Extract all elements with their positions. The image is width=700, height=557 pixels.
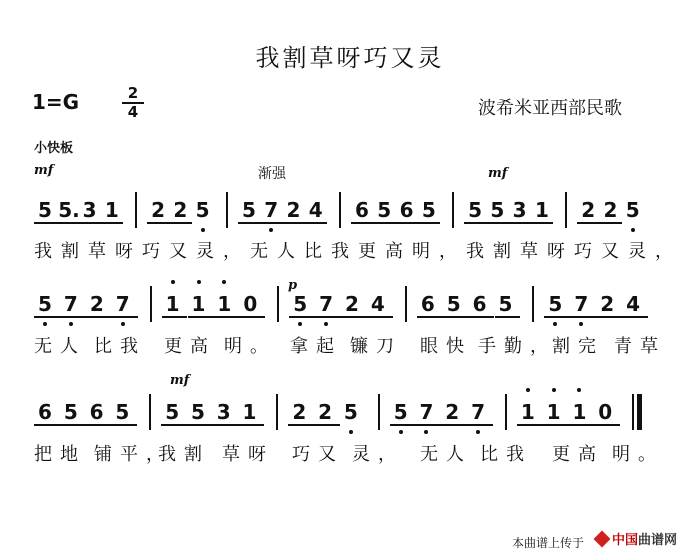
score-note: 2 [345,292,359,316]
score-note: 5 [165,400,180,424]
score-note: 1 [534,198,549,222]
low-octave-dot [201,228,205,232]
beam-line [594,424,620,426]
score-note: 5 [195,198,210,222]
score-note: 2 [318,400,333,424]
meter-top: 2 [127,84,139,102]
score-note: 3 [82,198,97,222]
beam-line [486,222,508,224]
score-note: 1 [217,292,232,316]
score-note: 5 [468,198,483,222]
beam-line [622,316,648,318]
high-octave-dot [197,280,201,284]
beam-line [111,424,137,426]
beam-line [188,316,214,318]
logo-name: 曲谱网 [638,533,678,548]
beam-line [213,316,239,318]
score-note: 2 [286,198,301,222]
beam-line [162,316,188,318]
score-note: 5 [393,400,408,424]
bar-line [378,394,380,430]
beam-line [282,222,304,224]
dynamic-p: p [288,278,298,293]
score-note: 2 [292,400,307,424]
beam-line [101,222,123,224]
score-note: 1 [191,292,206,316]
beam-line [60,424,86,426]
beam-line [341,316,367,318]
score-note: 6 [38,400,52,424]
song-origin: 波希米亚西部民歌 [478,98,622,119]
score-note: 6 [89,400,104,424]
beam-line [531,222,553,224]
high-octave-dot [171,280,175,284]
score-note: 1 [242,400,257,424]
tempo-marking: 小快板 [34,141,74,156]
beam-line [441,424,467,426]
beam-line [543,424,569,426]
score-note: 7 [319,292,334,316]
lyric-word: 我割 [158,444,210,465]
low-octave-dot [269,228,273,232]
beam-line [596,316,622,318]
beam-line [315,316,341,318]
beam-line [112,316,138,318]
score-note: 7 [419,400,434,424]
bar-line [276,394,278,430]
beam-line [577,222,599,224]
beam-line [34,222,56,224]
score-note: 5. [58,198,80,222]
beam-line [390,424,416,426]
beam-line [161,424,187,426]
beam-line [60,316,86,318]
beam-line [187,424,213,426]
beam-line [464,222,486,224]
score-note: 0 [598,400,613,424]
beam-line [568,424,594,426]
score-note: 2 [581,198,596,222]
beam-line [288,424,314,426]
score-note: 7 [264,198,279,222]
low-octave-dot [121,322,125,326]
low-octave-dot [69,322,73,326]
lyric-word: 巧又 [292,444,344,465]
bar-line [632,394,634,430]
score-note: 5 [498,292,513,316]
low-octave-dot [349,430,353,434]
score-note: 4 [626,292,641,316]
score-note: 5 [38,198,52,222]
beam-line [238,222,260,224]
lyric-word: 草呀 [222,444,274,465]
score-note: 2 [445,400,460,424]
score-note: 5 [343,400,358,424]
beam-line [517,424,543,426]
lyric-word: 铺平， [94,444,172,465]
beam-line [305,222,327,224]
bar-line [565,192,567,228]
beam-line [415,424,441,426]
low-octave-dot [43,322,47,326]
beam-line [86,316,112,318]
page-title: 我割草呀巧又灵 [255,44,445,72]
beam-line [239,424,265,426]
score-note: 2 [89,292,104,316]
lyric-word: 无人 [34,336,86,357]
beam-line [509,222,531,224]
beam-line [495,316,521,318]
cresc-marking: 渐强 [258,166,286,182]
lyric-word: 灵， [352,444,404,465]
low-octave-dot [298,322,302,326]
beam-line [367,316,393,318]
score-note: 6 [355,198,369,222]
low-octave-dot [476,430,480,434]
lyric-word: 明。 [224,336,276,357]
score-note: 5 [548,292,563,316]
score-note: 5 [377,198,392,222]
score-note: 6 [399,198,414,222]
dynamic-mf-3: mf [170,373,190,388]
beam-line [86,424,112,426]
score-note: 0 [243,292,258,316]
low-octave-dot [424,430,428,434]
score-note: 7 [574,292,589,316]
score-note: 5 [490,198,505,222]
beam-line [289,316,315,318]
lyric-word: 手勤， [478,336,556,357]
beam-line [34,424,60,426]
beam-line [544,316,570,318]
beam-line [417,316,443,318]
bar-line [277,286,279,322]
score-note: 1 [520,400,535,424]
beam-line [467,424,493,426]
score-note: 2 [173,198,188,222]
score-note: 4 [370,292,385,316]
score-note: 6 [420,292,435,316]
beam-line [469,316,495,318]
beam-line [396,222,418,224]
bar-line [532,286,534,322]
score-note: 3 [216,400,231,424]
score-note: 1 [104,198,119,222]
low-octave-dot [553,322,557,326]
lyric-word: 无人 [420,444,472,465]
lyric-word: 割完 [552,336,604,357]
bar-line [405,286,407,322]
score-note: 5 [241,198,256,222]
score-note: 5 [293,292,308,316]
bar-line [135,192,137,228]
score-note: 5 [63,400,78,424]
logo-brand: 中国 [612,533,639,548]
bar-line [149,394,151,430]
score-note: 5 [625,198,640,222]
lyric-line-1: 我割草呀巧又灵，无人比我更高明，我割草呀巧又灵， [34,241,682,262]
logo-icon [594,531,611,548]
beam-line [239,316,265,318]
beam-line [79,222,101,224]
score-note: 5 [190,400,205,424]
score-note: 1 [546,400,561,424]
footer-text: 本曲谱上传于 [512,536,585,550]
bar-line [452,192,454,228]
lyric-word: 把地 [34,444,86,465]
beam-line [351,222,373,224]
bar-line [505,394,507,430]
beam-line [418,222,440,224]
lyric-word: 拿起 [290,336,342,357]
beam-line [599,222,621,224]
beam-line [213,424,239,426]
lyric-word: 更高 [164,336,216,357]
score-note: 6 [472,292,487,316]
dynamic-mf-1: mf [34,163,54,178]
high-octave-dot [552,388,556,392]
low-octave-dot [399,430,403,434]
high-octave-dot [222,280,226,284]
score-note: 2 [603,198,618,222]
bar-line [226,192,228,228]
score-note: 7 [115,292,130,316]
final-bar-line [637,394,642,430]
score-note: 5 [38,292,52,316]
score-note: 7 [471,400,485,424]
key-signature: 1=G [32,90,80,114]
lyric-word: 镰刀 [350,336,402,357]
beam-line [373,222,395,224]
beam-line [169,222,191,224]
beam-line [570,316,596,318]
meter-bottom: 4 [127,103,139,121]
lyric-word: 青草 [614,336,666,357]
score-note: 1 [572,400,587,424]
score-note: 4 [308,198,323,222]
beam-line [260,222,282,224]
lyric-word: 比我 [480,444,532,465]
dynamic-mf-2: mf [488,166,508,181]
beam-line [56,222,78,224]
beam-line [147,222,169,224]
score-note: 1 [165,292,180,316]
bar-line [150,286,152,322]
low-octave-dot [324,322,328,326]
high-octave-dot [526,388,530,392]
score-note: 5 [446,292,461,316]
score-note: 3 [512,198,527,222]
score-note: 2 [600,292,615,316]
beam-line [314,424,340,426]
beam-line [443,316,469,318]
lyric-word: 明。 [612,444,664,465]
lyric-word: 比我 [94,336,146,357]
score-note: 7 [63,292,78,316]
bar-line [339,192,341,228]
low-octave-dot [579,322,583,326]
low-octave-dot [631,228,635,232]
lyric-word: 眼快 [420,336,472,357]
score-note: 5 [421,198,436,222]
high-octave-dot [577,388,581,392]
site-logo[interactable] [596,529,677,548]
beam-line [34,316,60,318]
time-signature [122,86,144,120]
score-note: 2 [151,198,166,222]
score-note: 5 [115,400,130,424]
lyric-word: 更高 [552,444,604,465]
